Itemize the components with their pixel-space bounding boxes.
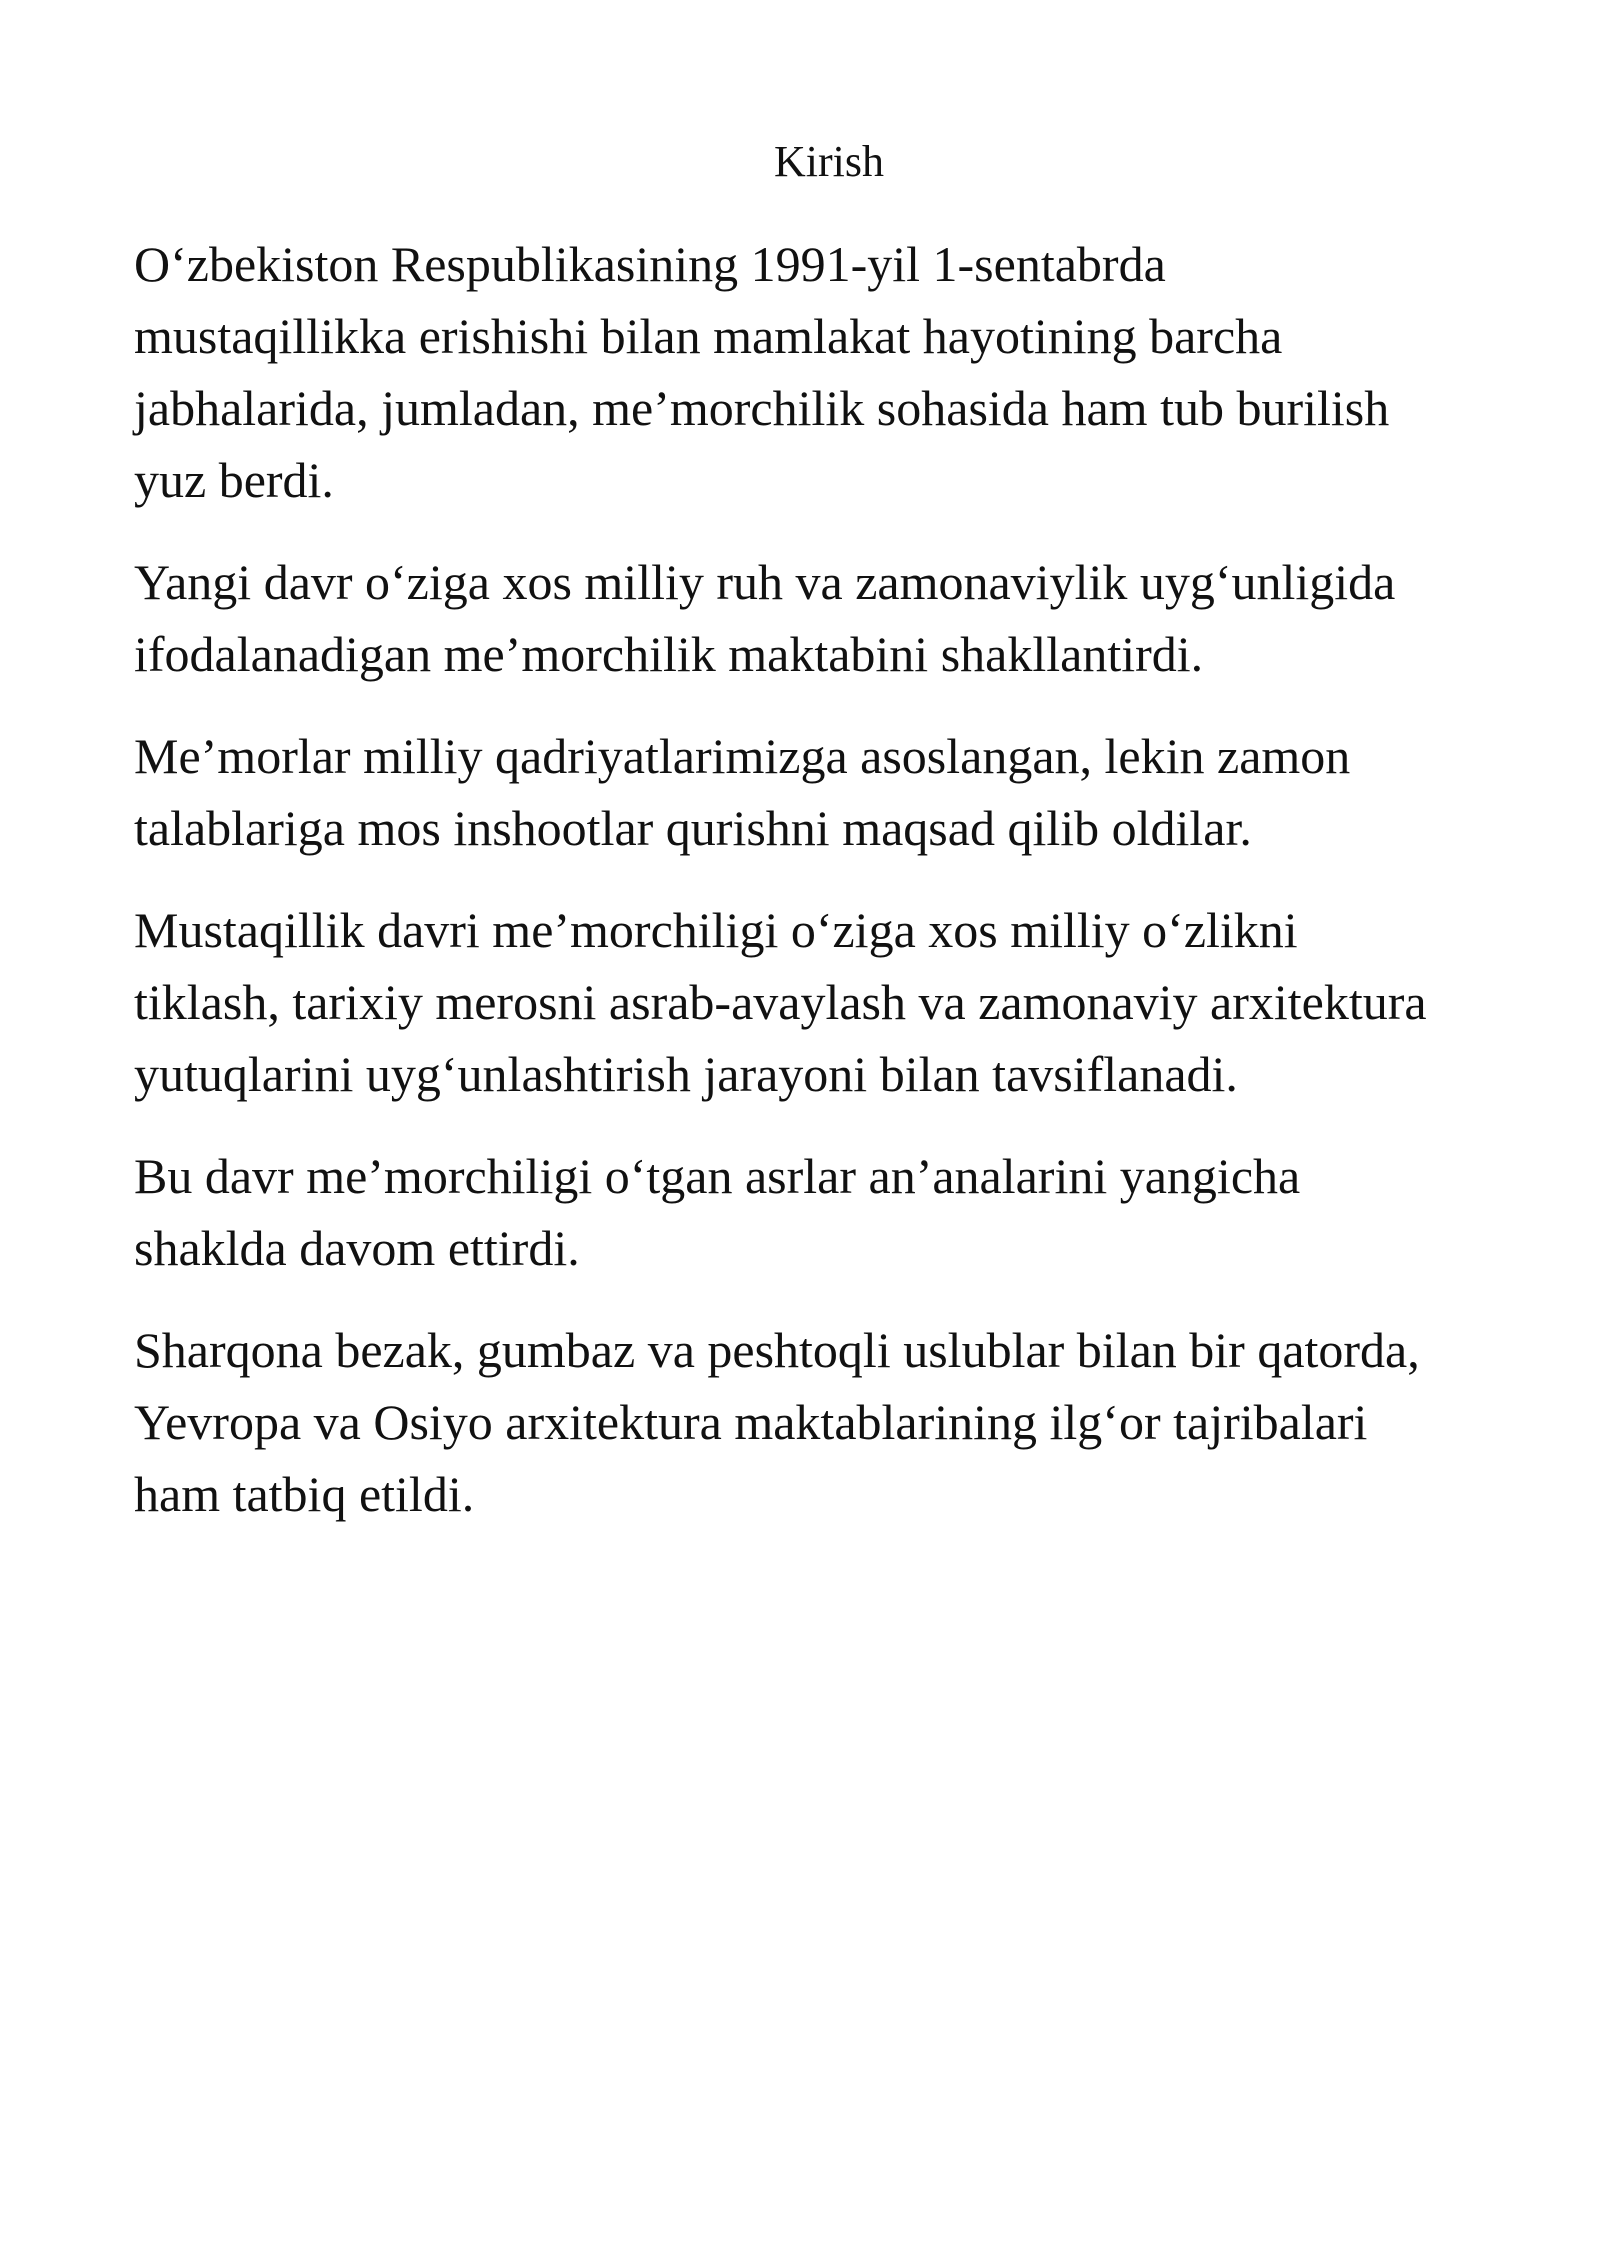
document-body — [134, 228, 1534, 1560]
text-line: Mustaqillik davri me’morchiligi o‘ziga xos milliy o‘zlikni — [134, 902, 1298, 958]
text-line: Me’morlar milliy qadriyatlarimizga asoslangan, lekin zamon — [134, 728, 1351, 784]
text-line: ifodalanadigan me’morchilik maktabini shakllantirdi. — [134, 626, 1204, 682]
text-line: Yangi davr o‘ziga xos milliy ruh va zamonaviylik uyg‘unligida — [134, 554, 1396, 610]
paragraph-6 — [134, 1314, 1534, 1530]
paragraph-2 — [134, 546, 1534, 690]
text-line: mustaqillikka erishishi bilan mamlakat hayotining barcha — [134, 308, 1283, 364]
text-line: shaklda davom ettirdi. — [134, 1220, 580, 1276]
text-line: yutuqlarini uyg‘unlashtirish jarayoni bilan tavsiflanadi. — [134, 1046, 1238, 1102]
text-line: ham tatbiq etildi. — [134, 1466, 475, 1522]
paragraph-3 — [134, 720, 1534, 864]
paragraph-4 — [134, 894, 1534, 1110]
paragraph-5 — [134, 1140, 1534, 1284]
text-line: tiklash, tarixiy merosni asrab-avaylash va zamonaviy arxitektura — [134, 974, 1427, 1030]
text-line: O‘zbekiston Respublikasining 1991-yil 1-sentabrda — [134, 236, 1166, 292]
text-line: Bu davr me’morchiligi o‘tgan asrlar an’analarini yangicha — [134, 1148, 1301, 1204]
page-title: Kirish — [774, 137, 884, 186]
text-line: jabhalarida, jumladan, me’morchilik sohasida ham tub burilish — [134, 380, 1390, 436]
text-line: Yevropa va Osiyo arxitektura maktablarining ilg‘or tajribalari — [134, 1394, 1368, 1450]
text-line: Sharqona bezak, gumbaz va peshtoqli uslublar bilan bir qatorda, — [134, 1322, 1420, 1378]
text-line: talablariga mos inshootlar qurishni maqsad qilib oldilar. — [134, 800, 1252, 856]
text-line: yuz berdi. — [134, 452, 334, 508]
paragraph-1 — [134, 228, 1534, 516]
